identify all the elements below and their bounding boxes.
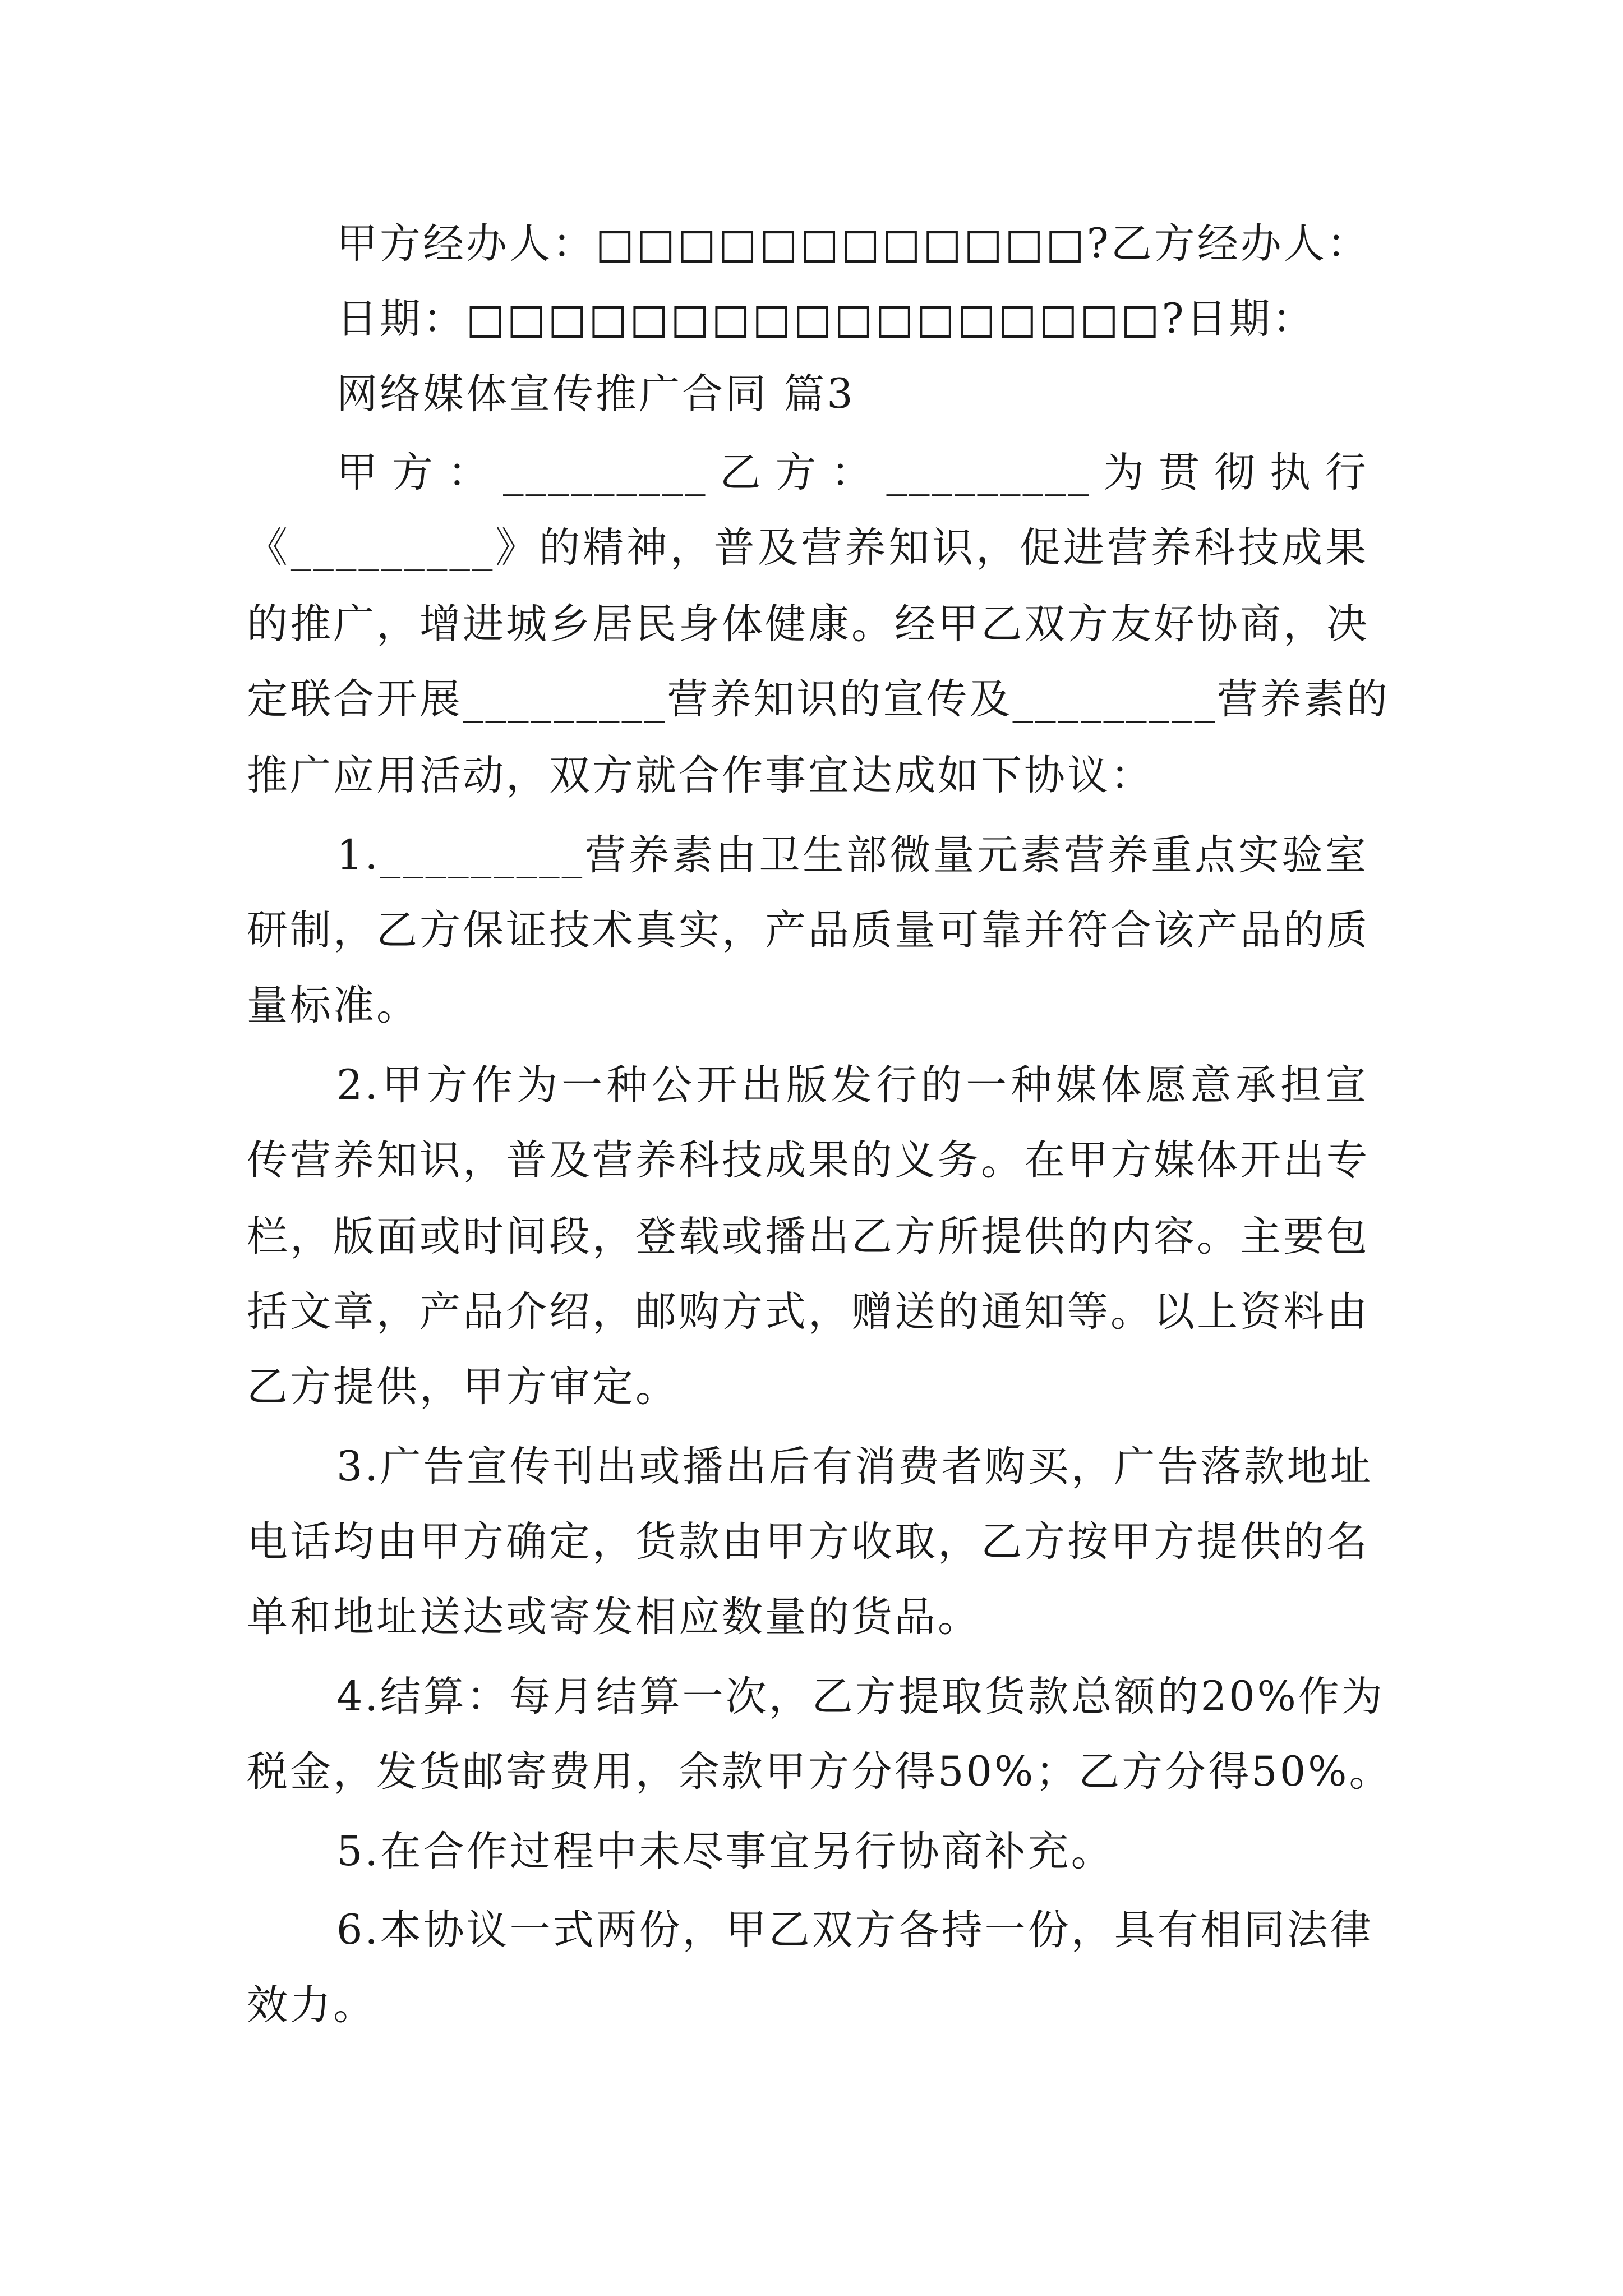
clause-6-line: 效力。 — [247, 1981, 376, 2029]
clause-4-line: 4.结算：每月结算一次，乙方提取货款总额的20%作为 — [336, 1673, 1385, 1720]
clause-2-line: 乙方提供，甲方审定。 — [247, 1363, 679, 1411]
paragraph-line: 甲方：_________乙方：_________为贯彻执行 — [336, 449, 1368, 496]
clause-1-line: 1._________营养素由卫生部微量元素营养重点实验室 — [336, 831, 1368, 879]
paragraph-line: 《_________》的精神，普及营养知识，促进营养科技成果 — [247, 524, 1368, 572]
clause-2-line: 栏，版面或时间段，登载或播出乙方所提供的内容。主要包 — [247, 1213, 1370, 1260]
section-title: 网络媒体宣传推广合同 篇3 — [336, 370, 855, 418]
paragraph-line: 推广应用活动，双方就合作事宜达成如下协议： — [247, 752, 1154, 799]
signature-line-agents: 甲方经办人：□□□□□□□□□□□□?乙方经办人： — [336, 220, 1370, 268]
clause-5-line: 5.在合作过程中未尽事宜另行协商补充。 — [336, 1828, 1114, 1875]
clause-6-line: 6.本协议一式两份，甲乙双方各持一份，具有相同法律 — [336, 1906, 1373, 1954]
clause-3-line: 3.广告宣传刊出或播出后有消费者购买，广告落款地址 — [336, 1443, 1373, 1490]
clause-1-line: 量标准。 — [247, 982, 419, 1029]
clause-2-line: 传营养知识，普及营养科技成果的义务。在甲方媒体开出专 — [247, 1137, 1370, 1184]
clause-1-line: 研制，乙方保证技术真实，产品质量可靠并符合该产品的质 — [247, 907, 1370, 954]
signature-line-dates: 日期：□□□□□□□□□□□□□□□□□?日期： — [336, 295, 1316, 343]
clause-4-line: 税金，发货邮寄费用，余款甲方分得50%；乙方分得50%。 — [247, 1748, 1393, 1796]
clause-3-line: 电话均由甲方确定，货款由甲方收取，乙方按甲方提供的名 — [247, 1518, 1370, 1566]
clause-3-line: 单和地址送达或寄发相应数量的货品。 — [247, 1593, 981, 1641]
paragraph-line: 定联合开展_________营养知识的宣传及_________营养素的 — [247, 675, 1390, 723]
clause-2-line: 2.甲方作为一种公开出版发行的一种媒体愿意承担宣 — [336, 1061, 1368, 1109]
paragraph-line: 的推广，增进城乡居民身体健康。经甲乙双方友好协商，决 — [247, 600, 1370, 648]
clause-2-line: 括文章，产品介绍，邮购方式，赠送的通知等。以上资料由 — [247, 1288, 1370, 1336]
